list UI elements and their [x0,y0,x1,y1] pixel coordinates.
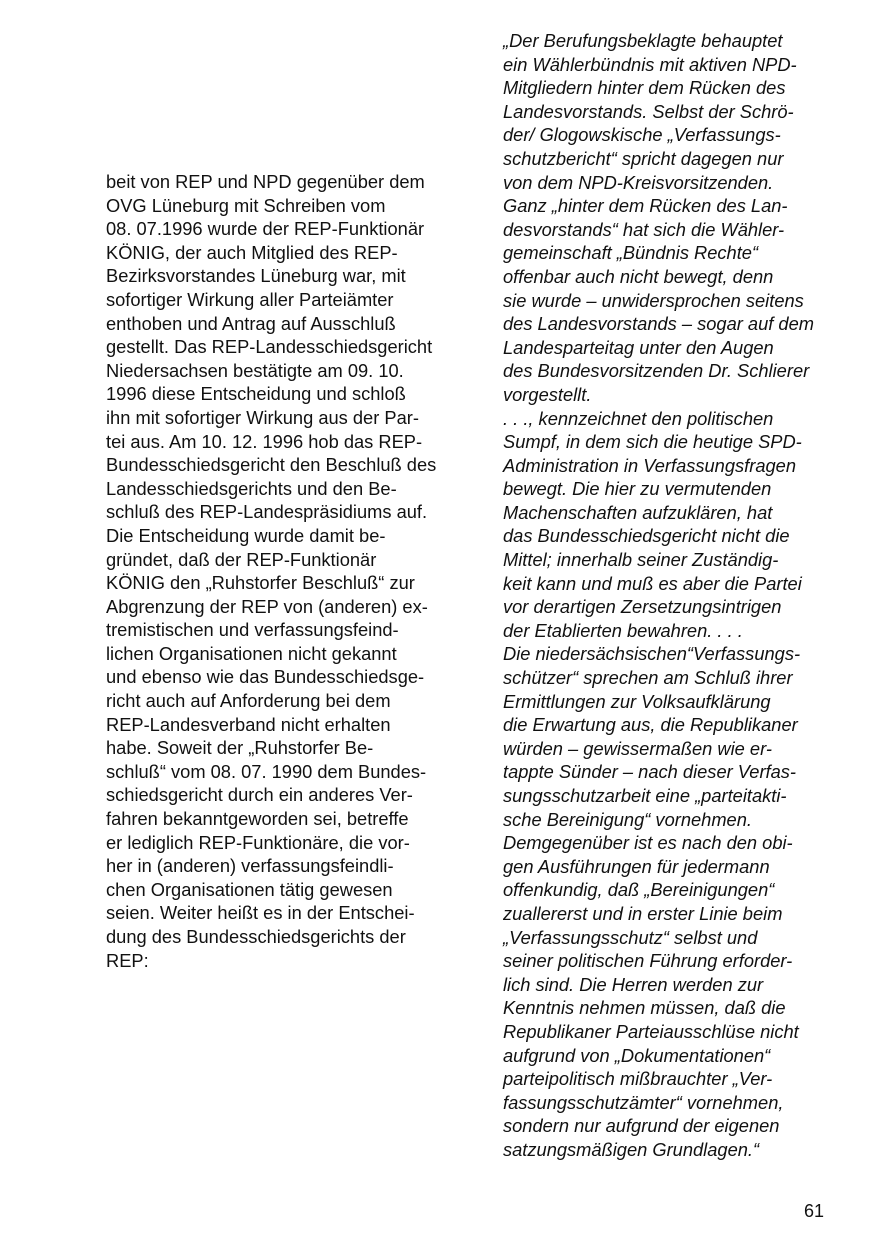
text-line: seiner politischen Führung erforder- [503,950,793,972]
text-line: Mitgliedern hinter dem Rücken des [503,77,786,99]
text-line: gemeinschaft „Bündnis Rechte“ [503,242,759,264]
text-line: Ermittlungen zur Volksaufklärung [503,690,771,712]
text-line: „Verfassungsschutz“ selbst und [503,926,758,948]
text-line: satzungsmäßigen Grundlagen.“ [503,1138,760,1160]
text-line: vorgestellt. [503,383,592,405]
text-line: Die niedersächsischen“Verfassungs- [503,643,801,665]
text-line: parteipolitisch mißbrauchter „Ver- [503,1068,773,1090]
text-line: Bezirksvorstandes Lüneburg war, mit [106,265,406,287]
text-line: der/ Glogowskische „Verfassungs- [503,124,781,146]
text-line: Abgrenzung der REP von (anderen) ex- [106,595,428,617]
text-line: Niedersachsen bestätigte am 09. 10. [106,359,404,381]
text-line: Machenschaften aufzuklären, hat [503,501,773,523]
text-line: fahren bekanntgeworden sei, betreffe [106,808,409,830]
text-line: fassungsschutzämter“ vornehmen, [503,1091,784,1113]
page-number: 61 [804,1201,825,1221]
text-line: Landesparteitag unter den Augen [503,336,774,358]
text-line: sungsschutzarbeit eine „parteitakti- [503,785,787,806]
text-line: sche Bereinigung“ vornehmen. [503,808,752,830]
text-line: 1996 diese Entscheidung und schloß [106,383,406,405]
text-line: REP-Landesverband nicht erhalten [106,713,391,735]
text-line: Mittel; innerhalb seiner Zuständig- [503,549,779,571]
text-line: lichen Organisationen nicht gekannt [106,642,397,664]
text-line: Sumpf, in dem sich die heutige SPD- [503,431,802,453]
text-line: richt auch auf Anforderung bei dem [106,690,391,712]
text-line: des Bundesvorsitzenden Dr. Schlierer [503,360,810,382]
text-line: 08. 07.1996 wurde der REP-Funktionär [106,218,425,240]
text-line: habe. Soweit der „Ruhstorfer Be- [106,737,374,759]
text-line: KÖNIG, der auch Mitglied des REP- [106,241,398,263]
text-line: das Bundesschiedsgericht nicht die [503,525,790,547]
text-line: desvorstands“ hat sich die Wähler- [503,218,785,240]
text-line: chen Organisationen tätig gewesen [106,878,393,900]
text-line: dung des Bundesschiedsgerichts der [106,926,406,947]
text-line: Demgegenüber ist es nach den obi- [503,832,793,854]
text-line: Republikaner Parteiausschlüse nicht [503,1020,799,1042]
text-line: gestellt. Das REP-Landesschiedsgericht [106,336,433,358]
text-line: sie wurde – unwidersprochen seitens [503,289,804,311]
text-line: aufgrund von „Dokumentationen“ [503,1044,771,1066]
text-line: beit von REP und NPD gegenüber dem [106,171,425,192]
text-line: gründet, daß der REP-Funktionär [106,548,377,570]
text-line: Bundesschiedsgericht den Beschluß des [106,454,437,476]
text-line: tei aus. Am 10. 12. 1996 hob das REP- [106,430,423,452]
text-line: schluß“ vom 08. 07. 1990 dem Bundes- [106,760,427,782]
text-line: offenkundig, daß „Bereinigungen“ [503,879,775,901]
text-line: KÖNIG den „Ruhstorfer Beschluß“ zur [106,572,415,594]
text-line: schluß des REP-Landespräsidiums auf. [106,501,428,523]
text-line: keit kann und muß es aber die Partei [503,572,802,594]
text-line: Landesvorstands. Selbst der Schrö- [503,100,794,122]
text-line: die Erwartung aus, die Republikaner [503,714,798,736]
text-line: der Etablierten bewahren. . . . [503,619,743,641]
right-quote-column [503,29,833,1162]
text-line: er lediglich REP-Funktionäre, die vor- [106,831,410,853]
text-line: würden – gewissermaßen wie er- [503,737,772,759]
text-line: sofortiger Wirkung aller Parteiämter [106,288,394,310]
text-line: . . ., kennzeichnet den politischen [503,407,774,429]
text-line: lich sind. Die Herren werden zur [503,973,764,995]
text-line: schutzbericht“ spricht dagegen nur [503,147,784,169]
text-line: und ebenso wie das Bundesschiedsge- [106,666,425,688]
text-line: zuallererst und in erster Linie beim [503,902,783,924]
text-line: Administration in Verfassungsfragen [503,454,796,476]
text-line: Kenntnis nehmen müssen, daß die [503,997,786,1019]
text-line: tremistischen und verfassungsfeind- [106,619,399,641]
text-line: ihn mit sofortiger Wirkung aus der Par- [106,406,419,428]
left-text-column [106,170,456,972]
text-line: von dem NPD-Kreisvorsitzenden. [503,171,774,193]
text-line: her in (anderen) verfassungsfeindli- [106,855,394,877]
text-line: REP: [106,949,149,971]
text-line: vor derartigen Zersetzungsintrigen [503,596,782,618]
text-line: tappte Sünder – nach dieser Verfas- [503,761,797,783]
text-line: „Der Berufungsbeklagte behauptet [503,30,783,51]
text-line: des Landesvorstands – sogar auf dem [503,313,814,335]
text-line: sondern nur aufgrund der eigenen [503,1115,780,1137]
text-line: schiedsgericht durch ein anderes Ver- [106,784,413,806]
text-line: Die Entscheidung wurde damit be- [106,524,386,546]
text-line: gen Ausführungen für jedermann [503,855,770,877]
text-line: Landesschiedsgerichts und den Be- [106,477,397,499]
text-line: ein Wählerbündnis mit aktiven NPD- [503,53,797,75]
text-line: enthoben und Antrag auf Ausschluß [106,312,396,334]
text-line: Ganz „hinter dem Rücken des Lan- [503,195,788,217]
text-line: bewegt. Die hier zu vermutenden [503,478,772,500]
text-line: seien. Weiter heißt es in der Entschei- [106,902,415,924]
text-line: schützer“ sprechen am Schluß ihrer [503,667,793,689]
text-line: OVG Lüneburg mit Schreiben vom [106,194,386,216]
text-line: offenbar auch nicht bewegt, denn [503,265,774,287]
